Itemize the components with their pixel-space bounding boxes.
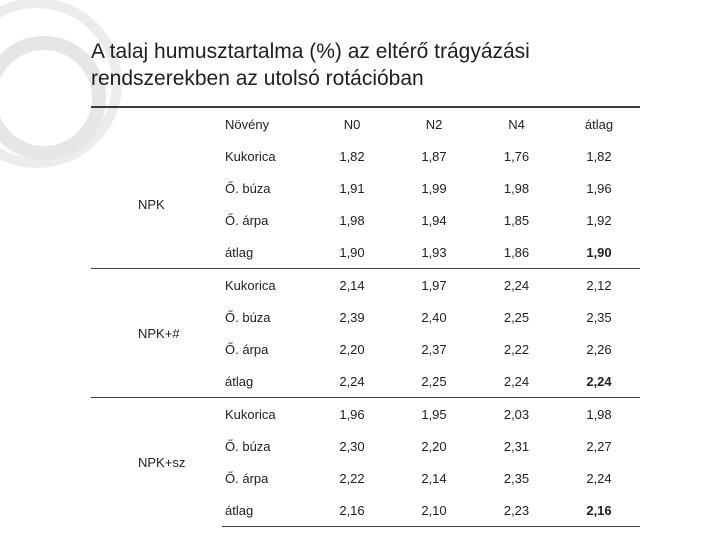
crop-cell: Ő. árpa xyxy=(225,212,269,228)
table-row xyxy=(91,140,640,172)
value-cell: 1,86 xyxy=(503,244,530,260)
crop-cell: Kukorica xyxy=(222,398,311,431)
value-cell: 2,25 xyxy=(421,373,447,389)
value-cell: 2,26 xyxy=(586,341,612,357)
value-cell: 1,98 xyxy=(558,398,640,431)
value-cell: 1,82 xyxy=(586,148,612,164)
header-n0: N0 xyxy=(343,116,361,132)
value-cell: 1,85 xyxy=(503,212,530,228)
value-cell: 2,20 xyxy=(421,438,447,454)
crop-cell: átlag xyxy=(225,244,254,260)
overall-average-cell: 1,90 xyxy=(586,244,612,260)
value-cell: 1,96 xyxy=(311,398,393,431)
crop-cell: Ő. búza xyxy=(225,438,271,454)
crop-cell: átlag xyxy=(225,373,254,389)
value-cell: 1,87 xyxy=(421,148,447,164)
value-cell: 1,93 xyxy=(421,244,447,260)
value-cell: 2,35 xyxy=(503,470,530,486)
crop-cell: Kukorica xyxy=(225,148,276,164)
value-cell: 1,90 xyxy=(339,244,365,260)
value-cell: 1,98 xyxy=(339,212,365,228)
value-cell: 1,99 xyxy=(421,180,447,196)
header-average: átlag xyxy=(584,116,614,132)
value-cell: 1,97 xyxy=(393,269,475,302)
value-cell: 1,91 xyxy=(339,180,365,196)
overall-average-cell: 2,16 xyxy=(558,494,640,527)
value-cell: 1,96 xyxy=(586,180,612,196)
value-cell: 2,16 xyxy=(311,494,393,527)
header-crop: Növény xyxy=(225,116,270,132)
value-cell: 2,23 xyxy=(475,494,558,527)
value-cell: 2,22 xyxy=(503,341,530,357)
value-cell: 2,25 xyxy=(503,309,530,325)
table-header-row xyxy=(91,108,640,140)
crop-cell: Ő. árpa xyxy=(225,341,269,357)
overall-average-cell: 2,24 xyxy=(586,373,612,389)
value-cell: 2,39 xyxy=(339,309,365,325)
header-n2: N2 xyxy=(425,116,443,132)
value-cell: 2,14 xyxy=(311,269,393,302)
value-cell: 2,22 xyxy=(339,470,365,486)
value-cell: 1,95 xyxy=(393,398,475,431)
crop-cell: Kukorica xyxy=(222,269,311,302)
value-cell: 1,98 xyxy=(503,180,530,196)
group-label: NPK xyxy=(138,196,165,212)
value-cell: 1,92 xyxy=(586,212,612,228)
value-cell: 1,94 xyxy=(421,212,447,228)
crop-cell: átlag xyxy=(222,494,311,527)
value-cell: 2,24 xyxy=(339,373,365,389)
group-label: NPK+# xyxy=(91,269,222,398)
value-cell: 2,37 xyxy=(421,341,447,357)
crop-cell: Ő. búza xyxy=(225,309,271,325)
slide-title xyxy=(91,38,691,92)
value-cell: 2,14 xyxy=(421,470,447,486)
value-cell: 2,12 xyxy=(558,269,640,302)
value-cell: 2,40 xyxy=(421,309,447,325)
value-cell: 1,82 xyxy=(339,148,365,164)
header-n4: N4 xyxy=(508,116,525,132)
value-cell: 1,76 xyxy=(503,148,530,164)
table-row xyxy=(91,269,640,302)
crop-cell: Ő. búza xyxy=(225,180,271,196)
value-cell: 2,24 xyxy=(475,269,558,302)
slide-title-line-2: rendszerekben az utolsó rotációban xyxy=(91,67,424,90)
value-cell: 2,24 xyxy=(503,373,530,389)
value-cell: 2,24 xyxy=(586,470,612,486)
value-cell: 2,31 xyxy=(503,438,530,454)
value-cell: 2,27 xyxy=(586,438,612,454)
value-cell: 2,03 xyxy=(475,398,558,431)
table-row xyxy=(91,398,640,431)
crop-cell: Ő. árpa xyxy=(225,470,269,486)
group-label: NPK+sz xyxy=(91,398,222,527)
humus-content-table xyxy=(91,108,640,527)
slide-title-line-1: A talaj humusztartalma (%) az eltérő trágyázási xyxy=(91,40,530,63)
value-cell: 2,20 xyxy=(339,341,365,357)
value-cell: 2,10 xyxy=(393,494,475,527)
value-cell: 2,35 xyxy=(586,309,612,325)
value-cell: 2,30 xyxy=(339,438,365,454)
header-blank-cell xyxy=(91,108,222,140)
